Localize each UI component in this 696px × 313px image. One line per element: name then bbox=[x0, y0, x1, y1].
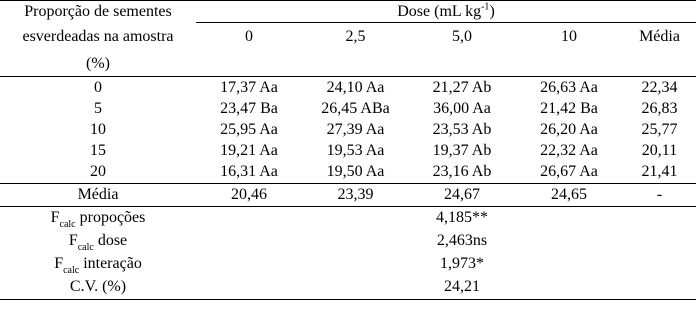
stat-spacer bbox=[515, 206, 623, 229]
cell: 36,00 Aa bbox=[433, 100, 491, 117]
row-media: 25,77 bbox=[641, 121, 678, 138]
media-cell: 24,65 bbox=[515, 183, 623, 206]
stat-label bbox=[0, 252, 196, 275]
cell: 21,42 Ba bbox=[540, 100, 598, 117]
media-cell: 20,46 bbox=[196, 183, 302, 206]
stat-row bbox=[0, 229, 696, 252]
cell: 19,21 Aa bbox=[220, 142, 278, 159]
stat-label bbox=[0, 206, 196, 229]
cell: 19,53 Aa bbox=[326, 142, 385, 159]
row-media: 26,83 bbox=[641, 100, 678, 117]
stat-spacer bbox=[515, 252, 623, 275]
stat-label-text: dose bbox=[93, 232, 128, 249]
header-spacer bbox=[196, 51, 302, 77]
header-dose-10: 10 bbox=[561, 28, 577, 46]
cell: 23,16 Ab bbox=[409, 161, 515, 183]
cell: 26,20 Aa bbox=[540, 121, 598, 138]
header-dose-5-0: 5,0 bbox=[452, 28, 472, 46]
header-media: Média bbox=[639, 28, 680, 46]
stat-value: 2,463ns bbox=[436, 232, 488, 249]
header-dose-unit-exponent: -1 bbox=[481, 1, 490, 13]
stat-value: 24,21 bbox=[409, 275, 515, 299]
row-proportion: 10 bbox=[90, 121, 106, 138]
row-proportion: 5 bbox=[94, 100, 102, 117]
stat-label bbox=[0, 275, 196, 299]
cell: 26,67 Aa bbox=[515, 161, 623, 183]
media-cell: 23,39 bbox=[302, 183, 409, 206]
header-dose-0: 0 bbox=[245, 28, 253, 46]
stat-spacer bbox=[623, 229, 696, 252]
header-dose-prefix: Dose (mL kg bbox=[397, 3, 482, 20]
media-row-label: Média bbox=[0, 183, 196, 206]
stat-spacer bbox=[196, 275, 302, 299]
stat-spacer bbox=[623, 206, 696, 229]
stat-spacer bbox=[302, 206, 409, 229]
header-row-1 bbox=[0, 1, 696, 23]
row-media: 20,11 bbox=[641, 142, 678, 159]
stat-label-text: C.V. (%) bbox=[69, 278, 127, 296]
stat-spacer bbox=[515, 275, 623, 299]
stat-label-text: interação bbox=[79, 255, 142, 272]
stat-spacer bbox=[623, 252, 696, 275]
cell: 23,53 Ab bbox=[432, 121, 492, 138]
table-row bbox=[0, 98, 696, 119]
row-media: 21,41 bbox=[623, 161, 696, 183]
table-row bbox=[0, 161, 696, 183]
stat-spacer bbox=[196, 252, 302, 275]
stat-value: 4,185** bbox=[436, 209, 488, 227]
header-row-2 bbox=[0, 23, 696, 51]
stat-spacer bbox=[302, 252, 409, 275]
header-row-3 bbox=[0, 51, 696, 77]
table-row bbox=[0, 119, 696, 140]
header-proportion-line3: (%) bbox=[0, 51, 196, 77]
row-proportion: 15 bbox=[90, 142, 106, 159]
stat-sub: calc bbox=[63, 265, 80, 277]
cell: 23,47 Ba bbox=[220, 100, 278, 117]
row-proportion: 20 bbox=[0, 161, 196, 183]
cell: 19,50 Aa bbox=[302, 161, 409, 183]
cell: 24,10 Aa bbox=[326, 79, 385, 96]
stat-label-text: propoções bbox=[75, 209, 146, 227]
stat-spacer bbox=[196, 229, 302, 252]
media-overall: - bbox=[623, 183, 696, 206]
header-proportion-line2: esverdeadas na amostra bbox=[22, 28, 174, 45]
stat-spacer bbox=[623, 275, 696, 299]
cell: 21,27 Ab bbox=[432, 79, 492, 96]
stat-row bbox=[0, 275, 696, 299]
header-dose-suffix: ) bbox=[489, 3, 495, 20]
stat-f: F bbox=[68, 232, 78, 249]
row-proportion: 0 bbox=[94, 79, 102, 96]
stat-spacer bbox=[302, 229, 409, 252]
header-spacer bbox=[302, 51, 409, 77]
stat-label bbox=[0, 229, 196, 252]
stat-sub: calc bbox=[59, 219, 76, 231]
cell: 19,37 Ab bbox=[432, 142, 492, 159]
cell: 17,37 Aa bbox=[220, 79, 278, 96]
header-dose-2-5: 2,5 bbox=[345, 28, 366, 46]
cell: 26,45 ABa bbox=[321, 100, 390, 117]
table-row bbox=[0, 140, 696, 161]
media-cell: 24,67 bbox=[409, 183, 515, 206]
header-spacer bbox=[623, 51, 696, 77]
stat-row bbox=[0, 252, 696, 275]
stat-f: F bbox=[54, 255, 64, 272]
stat-sub: calc bbox=[77, 242, 94, 254]
media-row bbox=[0, 183, 696, 206]
cell: 26,63 Aa bbox=[540, 79, 598, 96]
row-media: 22,34 bbox=[641, 79, 678, 96]
stat-value: 1,973* bbox=[440, 255, 484, 272]
cell: 25,95 Aa bbox=[220, 121, 278, 138]
cell: 22,32 Aa bbox=[540, 142, 598, 159]
header-spacer bbox=[515, 51, 623, 77]
header-dose bbox=[196, 1, 696, 23]
stat-f: F bbox=[50, 209, 60, 227]
stat-spacer bbox=[302, 275, 409, 299]
stat-spacer bbox=[515, 229, 623, 252]
cell: 27,39 Aa bbox=[326, 121, 385, 138]
cell: 16,31 Aa bbox=[196, 161, 302, 183]
header-proportion-line1: Proporção de sementes bbox=[0, 1, 196, 23]
header-spacer bbox=[409, 51, 515, 77]
table-row bbox=[0, 77, 696, 99]
stat-spacer bbox=[196, 206, 302, 229]
stat-row bbox=[0, 206, 696, 229]
